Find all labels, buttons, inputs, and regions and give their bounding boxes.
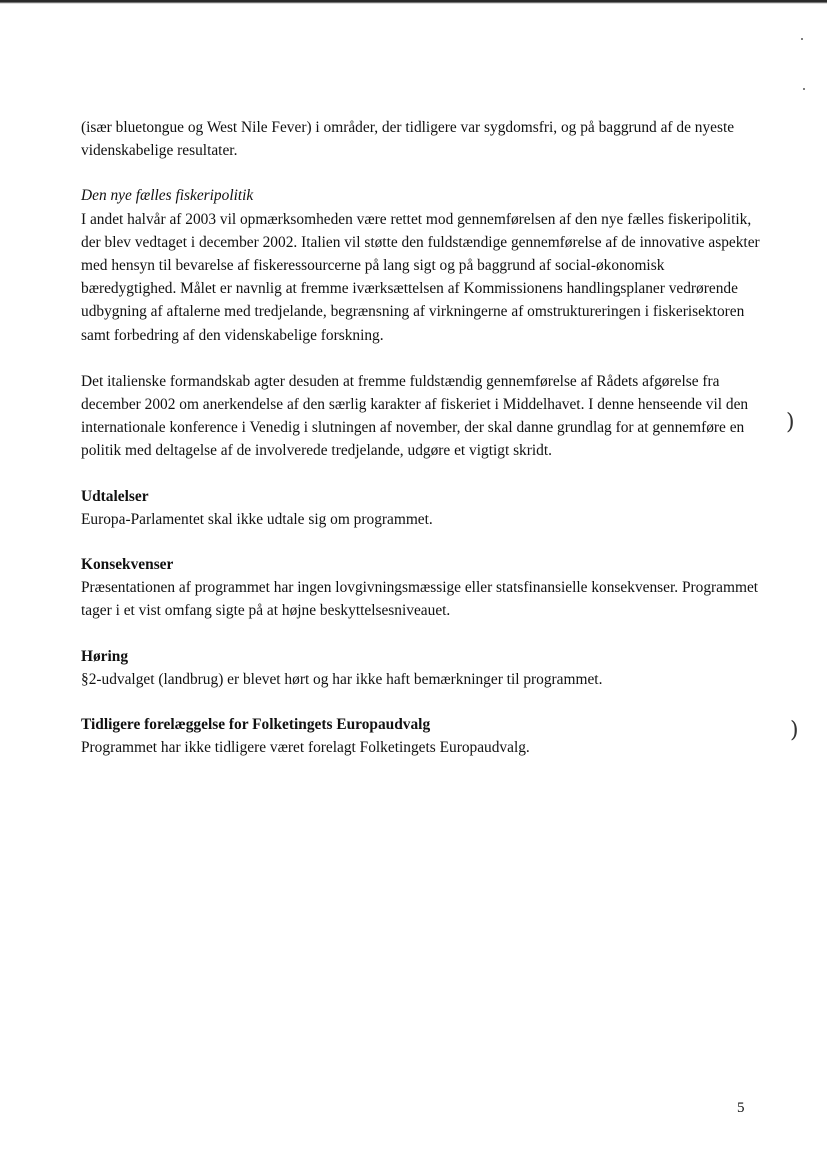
section-hoering xyxy=(81,645,761,691)
section-heading: Tidligere forelæggelse for Folketingets Europaudvalg xyxy=(81,716,431,734)
section-heading: Udtalelser xyxy=(81,487,149,505)
section-body: §2-udvalget (landbrug) er blevet hørt og har ikke haft bemærkninger til programmet. xyxy=(81,670,603,688)
scan-speck xyxy=(801,38,803,40)
section-body: Europa-Parlamentet skal ikke udtale sig om programmet. xyxy=(81,510,433,528)
fisheries-section xyxy=(81,184,761,462)
punch-hole-mark: ) xyxy=(786,410,795,435)
page-number: 5 xyxy=(737,1100,745,1116)
fisheries-paragraph-2: Det italienske formandskab agter desuden at fremme fuldstændig gennemførelse af Rådets afgørelse fra december 2002 om anerkendelse af den særlig karakter af fiskeriet i Middelhavet. I denne henseende vil den internationale konference i Venedig i slutningen af november, der skal danne grundlag for at gennemføre en politik med deltagelse af de involverede tredjelande, udgøre et vigtigt skridt. xyxy=(81,372,749,460)
section-heading: Konsekvenser xyxy=(81,556,174,574)
page-top-edge xyxy=(0,0,827,4)
section-body: Programmet har ikke tidligere været forelagt Folketingets Europaudvalg. xyxy=(81,739,530,757)
intro-paragraph: (især bluetongue og West Nile Fever) i områder, der tidligere var sygdomsfri, og på baggrund af de nyeste videnskabelige resultater. xyxy=(81,119,735,160)
section-konsekvenser xyxy=(81,553,761,623)
fisheries-subheading: Den nye fælles fiskeripolitik xyxy=(81,187,254,205)
section-udtalelser xyxy=(81,485,761,531)
punch-hole-mark: ) xyxy=(790,718,799,743)
section-body: Præsentationen af programmet har ingen lovgivningsmæssige eller statsfinansielle konsekvenser. Programmet tager i et vist omfang sigte på at højne beskyttelsesniveauet. xyxy=(81,579,759,620)
fisheries-paragraph-1: I andet halvår af 2003 vil opmærksomheden være rettet mod gennemførelsen af den nye fælles fiskeripolitik, der blev vedtaget i december 2002. Italien vil støtte den fuldstændige gennemførelse af de innovative aspekter med hensyn til bevarelse af fiskeressourcerne på lang sigt og på baggrund af social-økonomisk bæredygtighed. Målet er navnlig at fremme iværksættelsen af Kommissionens handlingsplaner vedrørende udbygning af aftalerne med tredjelande, begrænsning af virkningerne af omstruktureringen i fiskerisektoren samt forbedring af den videnskabelige forskning. xyxy=(81,210,760,344)
scan-speck xyxy=(803,88,805,90)
section-heading: Høring xyxy=(81,647,129,665)
section-europaudvalg xyxy=(81,713,761,759)
document-body xyxy=(81,116,761,759)
